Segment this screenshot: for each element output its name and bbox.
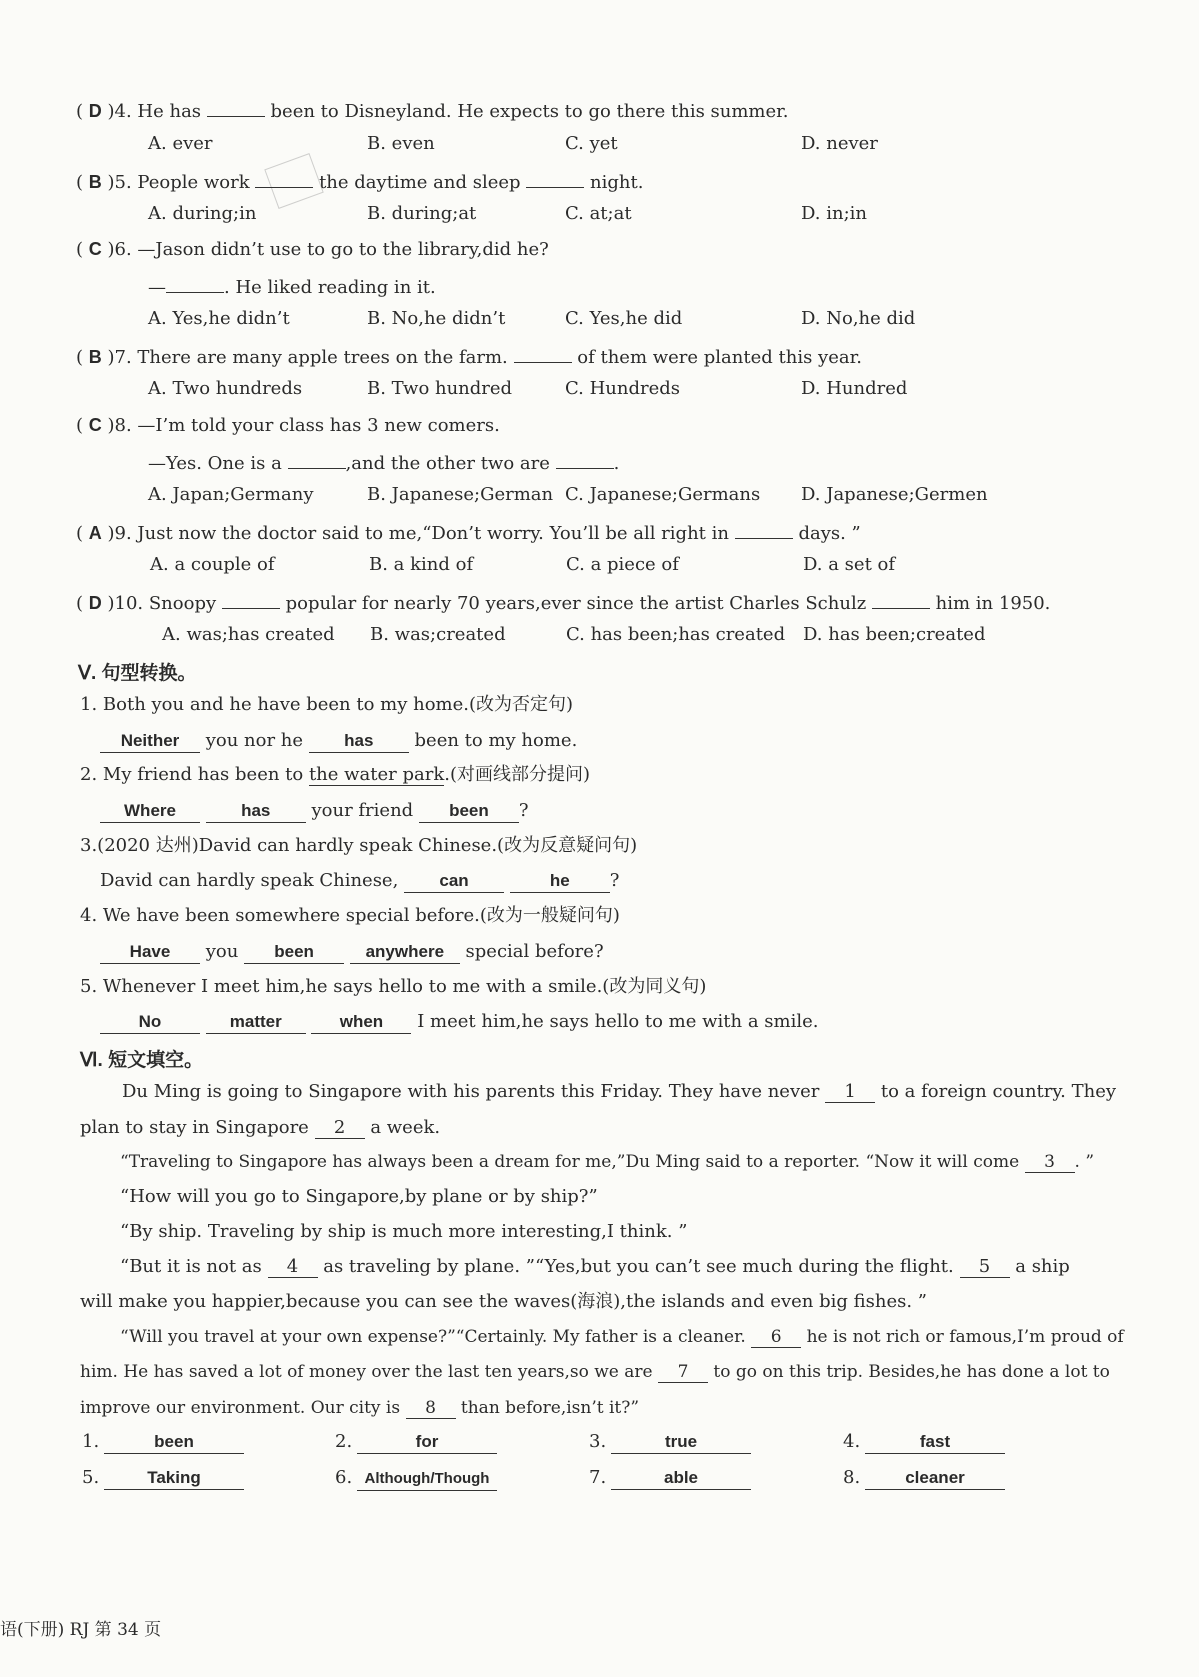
question-text: been to Disneyland. He expects to go there this summer. [270,101,789,122]
answer-fill: Have [100,941,200,964]
option: A. during;in [148,203,257,224]
question-text: )4. He has [107,101,202,122]
answer-fill: been [244,941,344,964]
passage-line: Du Ming is going to Singapore with his parents this Friday. They have never 1 to a foreign country. They [122,1081,1117,1102]
blank-number: 1 [825,1082,875,1103]
passage-line: “But it is not as 4 as traveling by plane. ”“Yes,but you can’t see much during the flight. 5 a ship [120,1256,1070,1277]
option: C. has been;has created [566,624,786,645]
rewrite-question-3: 3.(2020 达州)David can hardly speak Chinese.(改为反意疑问句) [80,835,638,856]
underlined-phrase: the water park [308,764,445,785]
question-text: )6. —Jason didn’t use to go to the library,did he? [107,239,549,260]
option: D. never [801,133,878,154]
answer-fill: Although/Though [357,1468,497,1491]
answer-letter: C [88,239,102,259]
question-6: ( C )6. —Jason didn’t use to go to the library,did he? [76,239,549,260]
question-text: )7. There are many apple trees on the farm. [107,347,508,368]
blank [222,588,280,609]
passage-line: improve our environment. Our city is 8 than before,isn’t it?” [80,1398,640,1418]
answer-fill: able [611,1467,751,1490]
option: A. Yes,he didn’t [148,308,290,329]
passage-line: “Traveling to Singapore has always been a dream for me,”Du Ming said to a reporter. “Now it will come 3 . ” [120,1152,1095,1172]
answer-item: 6. Although/Though [335,1466,497,1491]
option: C. Japanese;Germans [565,484,761,505]
question-text: popular for nearly 70 years,ever since the artist Charles Schulz [285,593,867,614]
answer-fill: been [419,800,519,823]
question-text: ,and the other two are [345,453,550,474]
rewrite-answer-4 [100,940,604,964]
answer-letter: C [88,415,102,435]
rewrite-question-5: 5. Whenever I meet him,he says hello to me with a smile.(改为同义句) [80,976,707,997]
option: B. No,he didn’t [367,308,506,329]
answer-fill: cleaner [865,1467,1005,1490]
answer-fill: can [404,870,504,893]
question-8-reply [148,448,619,476]
option: A. was;has created [162,624,335,645]
answer-text: been to my home. [414,730,578,751]
answer-fill: No [100,1011,200,1034]
rewrite-question-2 [80,763,590,787]
question-text: . [613,453,620,474]
option: A. Japan;Germany [148,484,314,505]
answer-fill: fast [865,1431,1005,1454]
answer-fill: Where [100,800,200,823]
blank-number: 4 [268,1257,318,1278]
option: D. in;in [801,203,867,224]
question-text: the daytime and sleep [319,172,521,193]
question-6-reply [148,272,436,300]
blank [526,167,584,188]
answer-fill: he [510,870,610,893]
answer-item: 7. able [589,1466,751,1490]
blank-number: 7 [658,1362,708,1383]
answer-fill: anywhere [350,941,460,964]
answer-text: ? [609,870,620,891]
blank-number: 3 [1025,1152,1075,1173]
question-text: — [148,277,166,298]
answer-item: 3. true [589,1430,751,1454]
page-footer: 语(下册) RJ 第 34 页 [0,1620,162,1640]
rewrite-question-1: 1. Both you and he have been to my home.(改为否定句) [80,694,574,715]
answer-fill: for [357,1431,497,1454]
question-text: . He liked reading in it. [224,277,436,298]
question-text: 2. My friend has been to [80,764,309,785]
rewrite-answer-2 [100,799,529,823]
rewrite-answer-1 [100,729,577,753]
option: C. a piece of [566,554,679,575]
question-7: ( B )7. There are many apple trees on the farm. of them were planted this year. [76,342,862,370]
passage-line: “Will you travel at your own expense?”“Certainly. My father is a cleaner. 6 he is not rich or famous,I’m proud of [120,1327,1124,1347]
answer-item: 2. for [335,1430,497,1454]
option: D. No,he did [801,308,916,329]
answer-letter: B [88,347,102,367]
answer-text: I meet him,he says hello to me with a smile. [417,1011,819,1032]
answer-text: your friend [311,800,414,821]
answer-text: David can hardly speak Chinese, [100,870,399,891]
blank [514,342,572,363]
blank [735,518,793,539]
blank [556,448,614,469]
option: B. even [367,133,435,154]
blank-number: 5 [960,1257,1010,1278]
rewrite-answer-5 [100,1010,818,1034]
question-text: night. [590,172,644,193]
answer-fill: Neither [100,730,200,753]
answer-text: you [205,941,239,962]
blank [872,588,930,609]
answer-fill: true [611,1431,751,1454]
passage-line: “How will you go to Singapore,by plane or by ship?” [120,1186,598,1207]
answer-fill: been [104,1431,244,1454]
passage-line: plan to stay in Singapore 2 a week. [80,1117,441,1138]
blank-number: 2 [315,1118,365,1139]
answer-text: special before? [465,941,604,962]
question-text: of them were planted this year. [577,347,862,368]
option: B. Japanese;German [367,484,554,505]
option: A. Two hundreds [148,378,303,399]
option: B. Two hundred [367,378,513,399]
option: B. during;at [367,203,477,224]
answer-text: you nor he [205,730,304,751]
passage-line: “By ship. Traveling by ship is much more interesting,I think. ” [120,1221,688,1242]
question-text: —Yes. One is a [148,453,282,474]
rewrite-answer-3 [100,869,619,893]
question-text: days. ” [798,523,861,544]
question-text: )9. Just now the doctor said to me,“Don’t worry. You’ll be all right in [107,523,729,544]
answer-letter: D [88,593,102,613]
question-8: ( C )8. —I’m told your class has 3 new comers. [76,415,500,436]
question-10: ( D )10. Snoopy popular for nearly 70 years,ever since the artist Charles Schulz him in 1950. [76,588,1050,616]
answer-fill: when [311,1011,411,1034]
option: C. yet [565,133,618,154]
question-4: ( D )4. He has been to Disneyland. He expects to go there this summer. [76,96,789,124]
passage-line: him. He has saved a lot of money over the last ten years,so we are 7 to go on this trip. Besides,he has done a lot to [80,1362,1110,1382]
answer-item: 1. been [82,1430,244,1454]
option: C. Hundreds [565,378,680,399]
option: C. at;at [565,203,632,224]
option: D. a set of [803,554,896,575]
answer-item: 8. cleaner [843,1466,1005,1490]
blank [255,167,313,188]
question-text: )8. —I’m told your class has 3 new comers. [107,415,500,436]
section-5-title: Ⅴ. 句型转换。 [78,663,197,684]
blank [207,96,265,117]
blank-number: 6 [751,1327,801,1348]
answer-letter: D [88,101,102,121]
option: D. has been;created [803,624,986,645]
option: C. Yes,he did [565,308,683,329]
blank [166,272,224,293]
question-text: )5. People work [107,172,250,193]
answer-item: 5. Taking [82,1466,244,1490]
blank-number: 8 [406,1398,456,1419]
question-text: him in 1950. [935,593,1051,614]
question-5: ( B )5. People work the daytime and sleep night. [76,167,643,195]
answer-fill: Taking [104,1467,244,1490]
option: B. was;created [370,624,506,645]
question-text: .(对画线部分提问) [444,764,591,785]
answer-text: ? [518,800,529,821]
section-6-title: Ⅵ. 短文填空。 [80,1050,204,1071]
passage-line: will make you happier,because you can see the waves(海浪),the islands and even big fishes. ” [80,1291,928,1312]
rewrite-question-4: 4. We have been somewhere special before.(改为一般疑问句) [80,905,620,926]
answer-letter: B [88,172,102,192]
blank [288,448,346,469]
answer-item: 4. fast [843,1430,1005,1454]
answer-fill: has [206,800,306,823]
option: A. ever [148,133,213,154]
question-9: ( A )9. Just now the doctor said to me,“Don’t worry. You’ll be all right in days. ” [76,518,861,546]
answer-fill: matter [206,1011,306,1034]
answer-letter: A [88,523,102,543]
question-text: )10. Snoopy [107,593,217,614]
option: D. Japanese;Germen [801,484,988,505]
option: A. a couple of [150,554,275,575]
option: D. Hundred [801,378,908,399]
option: B. a kind of [369,554,474,575]
answer-fill: has [309,730,409,753]
